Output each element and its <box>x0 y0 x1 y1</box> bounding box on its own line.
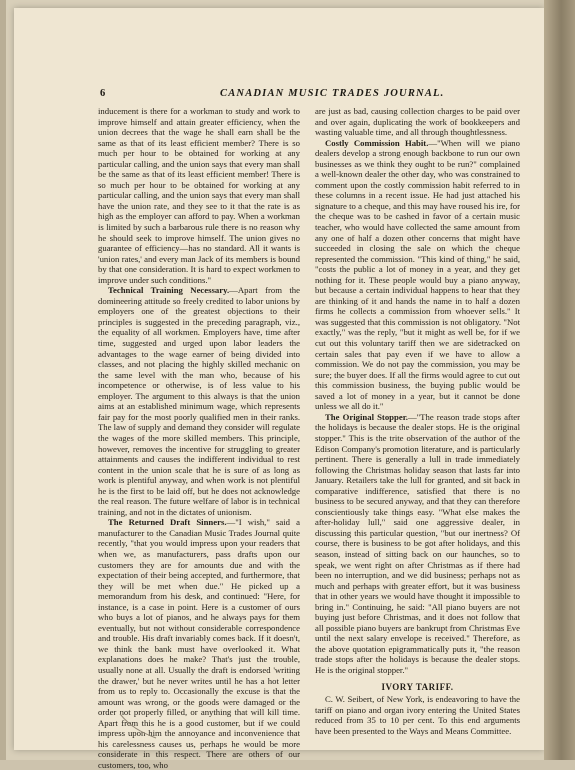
commission-paragraph <box>315 138 520 412</box>
stopper-text: —"The reason trade stops after the holidays is because the dealer stops. He is the original stopper." This is the trite observation of the author of the Edison Company's promotion literature, and is particularly pertinent. There is generally a lull in trade immediately following the Christmas holiday season that lasts far into January. Retailers take the lull for granted, and sit back in comparative indifference, satisfied that there is no business to be secured anyway, and that they can therefore conscientiously take things easy. "What else makes the after-holiday lull," said one aggressive dealer, in discussing this particular question, "but our inertness? Of course, there is business to be got after holidays, and this season, instead of sitting back on our haunches, so to speak, we went right on after Christmas as if there had been no interruption, and we did business; perhaps not as much and perhaps with greater effort, but it was business that in other years we would have thought it impossible to bring in." Continuing, he said: "All piano buyers are not buying just before Christmas, and it does not follow that all possible piano buyers are bankrupt from Christmas Eve until the next salary envelope is received." Therefore, as the above quotation epigrammatically puts it, "the reason trade stops after the holidays is because the dealer stops. He is the original stopper." <box>315 411 520 675</box>
page-header <box>100 88 520 104</box>
tariff-heading: IVORY TARIFF. <box>381 681 454 692</box>
stopper-paragraph <box>315 412 520 676</box>
left-binding-edge <box>0 0 6 760</box>
right-column <box>315 106 520 736</box>
running-head: CANADIAN MUSIC TRADES JOURNAL. <box>220 88 445 99</box>
training-heading: Technical Training Necessary. <box>108 285 230 296</box>
book-spine <box>544 0 575 760</box>
intro-paragraph: inducement is there for a workman to study and work to improve himself and attain greater efficiency, when the union decrees that the wage he shall earn shall be the same as that of its least efficient member? There is so much per hour to be obtained for working at any particular calling, and the union says that every man shall be the same as that of its least efficient member! There is so much per hour to be obtained for working at any particular calling, and the union says that every man shall have the union rate, and they see to it that the rate is as high as the employer can afford to pay. When a workman is limited by such a barbarous rule there is no reason why he should seek to improve himself. The union gives no guarantee of efficiency—has no standard. All it wants is 'union rates,' and every man Jack of its members is bound by that one consideration. It is hard to expect workmen to improve under such conditions." <box>98 106 300 285</box>
stopper-heading: The Original Stopper. <box>325 411 408 422</box>
continuation-paragraph: are just as bad, causing collection charges to be paid over and over again, duplicating the work of bookkeepers and wasting valuable time, and all through thoughtlessness. <box>315 106 520 138</box>
drafts-text: —"I wish," said a manufacturer to the Canadian Music Trades Journal quite recently, "that you would impress upon your readers that when we, as manufacturers, pass drafts upon our customers they are for amounts due and with the expectation of their being accepted, and furthermore, that they will be met when due." He picked up a memorandum from his desk, and continued: "Here, for instance, is a case in point. Here is a customer of ours who buys a lot of pianos, and he always pays for them eventually, but not without considerable correspondence and trouble. His draft invariably comes back. If it doesn't, we think the bank must have overlooked it. What explanations does he make? That's just the trouble, usually none at all. Usually the draft is endorsed 'writing the drawer,' but he never writes until he has a hot letter from us to reply to. Occasionally the excuse is that the amount was wrong, or the goods were damaged or the order not properly filled, or anything that will kill time. Apart from this he is a good customer, but if we could impress upon him the annoyance and inconvenience that his carelessness causes us, perhaps he would be more considerate in this respect. There are others of our customers, too, who <box>98 517 300 770</box>
left-column <box>98 106 301 770</box>
training-text: —Apart from the domineering attitude so freely credited to labor unions by employers one of the greatest objections to their principles is suggested in the preceding paragraph, viz., the equality of all workmen. Employers have, time after time, suggested and urged upon labor leaders the advantages to the wage earner of being divided into classes, and not placing the highly skilled mechanic on the same level with the man who, because of his incompetence or otherwise, is of less value to his employer. The argument to this always is that the union aims at an established minimum wage, which represents fair pay for the most poorly qualified men in their ranks. The law of supply and demand they consider will regulate the wages of the more skilled members. This principle, however, removes the incentive for struggling to greater attainments and causes the indifferent individual to rest content in the union scale that he is sure of as long as work is plentiful anyway, and when work is not plentiful he is the first to be laid off, but he does not acknowledge the real reason. The future welfare of labor is in technical training, and not in the dictates of unionism. <box>98 285 301 517</box>
commission-heading: Costly Commission Habit. <box>325 137 429 148</box>
training-paragraph <box>98 285 300 517</box>
tariff-paragraph: C. W. Seibert, of New York, is endeavoring to have the tariff on piano and organ ivory entering the United States reduced from 35 to 10 per cent. To this end arguments have been presented to the Ways and Means Committee. <box>315 694 520 736</box>
page-number: 6 <box>100 88 107 99</box>
pencil-mark <box>118 712 158 740</box>
drafts-heading: The Returned Draft Sinners. <box>108 517 227 528</box>
commission-text: —"When will we piano dealers develop a strong enough backbone to run our own businesses as we think they ought to be run?" complained a well-known dealer the other day, who was constrained to comment upon the costly commission habit referred to in these columns in a recent issue. He had just attached his signature to a cheque, and this may have roused his ire, for the cheque was to be cashed in favor of a certain music teacher, who would have collected the same amount from any one of half a dozen other concerns that might have succeeded in closing the sale on which the cheque represented the commission. "This kind of thing," he said, "costs the public a lot of money in a year, and they get nothing for it. These people would buy a piano anyway, but because a certain individual happens to hear that they are thinking of it and hands the name in to half a dozen firms he collects a commission from whoever sells." It was suggested that this commission is not obligatory. "Not exactly," was the reply, "but it might as well be, for if we cut out this voluntary tariff then we are sidetracked on certain sales that pay even if we have to allow a commission. We do not pay the commission, you may be sure; the buyer does. If all the firms would agree to cut out this commission business, the buying public would be saved a lot of money in a year, but it cannot be done unless we all do it." <box>315 137 520 412</box>
